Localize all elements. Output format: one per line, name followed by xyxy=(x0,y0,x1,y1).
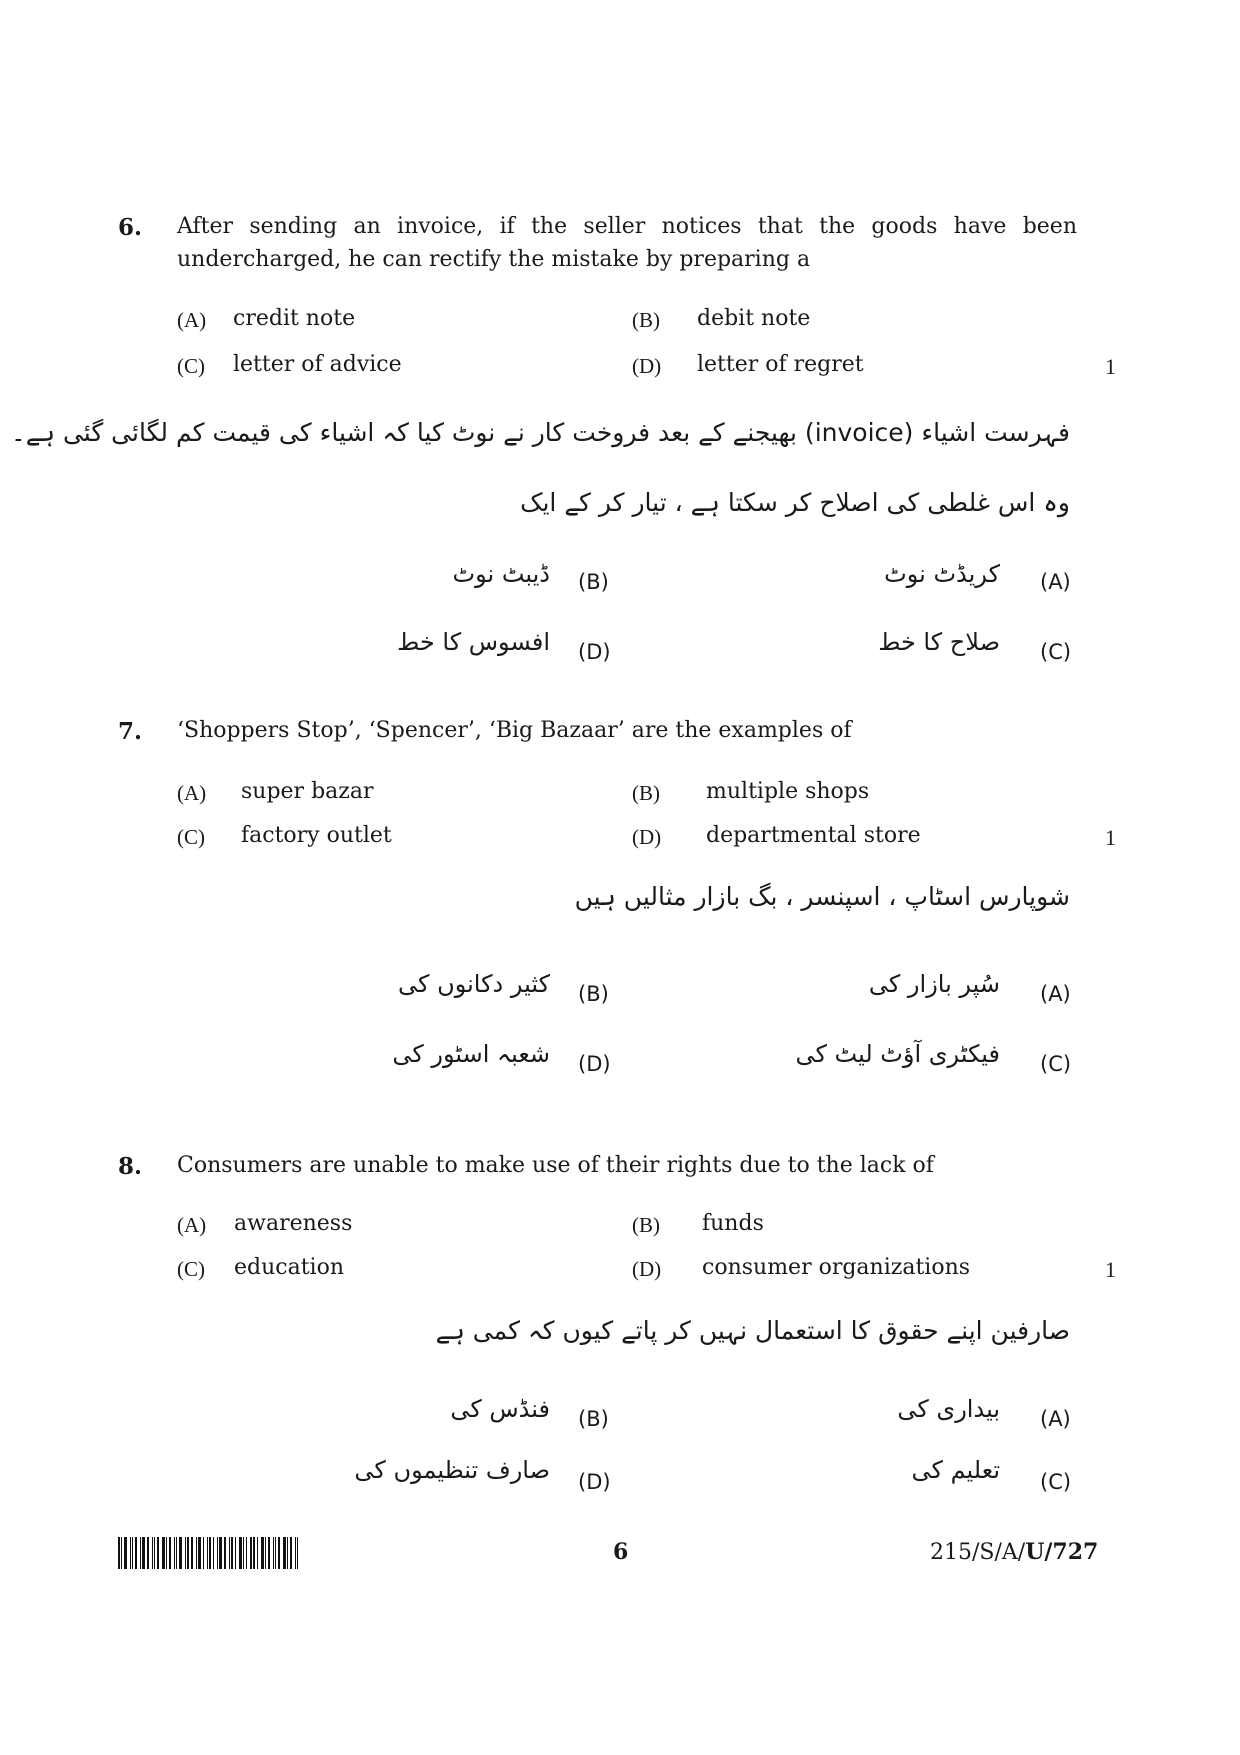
urdu-option-label-b: (B) xyxy=(578,570,609,594)
page-number: 6 xyxy=(613,1539,629,1565)
option-text-b: debit note xyxy=(697,306,811,331)
barcode-bar xyxy=(278,1537,280,1569)
urdu-option-label-a: (A) xyxy=(1040,982,1071,1006)
barcode-bar xyxy=(239,1537,242,1569)
urdu-option-label-d: (D) xyxy=(578,640,611,664)
urdu-option-text-a: کریڈٹ نوٹ xyxy=(884,560,1000,588)
option-text-c: factory outlet xyxy=(241,823,392,848)
barcode-bar xyxy=(235,1537,236,1569)
option-text-a: super bazar xyxy=(241,779,374,804)
barcode-bar xyxy=(283,1537,286,1569)
option-label-c: (C) xyxy=(177,354,205,378)
option-label-a: (A) xyxy=(177,1213,207,1237)
barcode-bar xyxy=(273,1537,274,1569)
barcode-bar xyxy=(207,1537,208,1569)
option-text-b: multiple shops xyxy=(706,779,870,804)
question-number: 7. xyxy=(118,718,143,745)
barcode-bar xyxy=(246,1537,247,1569)
barcode-bar xyxy=(130,1537,131,1569)
barcode-bar xyxy=(268,1537,270,1569)
urdu-option-text-d: افسوس کا خط xyxy=(397,628,550,656)
barcode-bar xyxy=(224,1537,226,1569)
option-text-a: awareness xyxy=(234,1211,353,1236)
urdu-option-label-d: (D) xyxy=(578,1052,611,1076)
barcode-bar xyxy=(290,1537,292,1569)
option-text-a: credit note xyxy=(233,306,356,331)
barcode-bar xyxy=(142,1537,145,1569)
barcode-bar xyxy=(187,1537,189,1569)
paper-code-prefix: 215/S/A/ xyxy=(930,1540,1026,1565)
marks: 1 xyxy=(1105,825,1116,850)
urdu-option-label-c: (C) xyxy=(1040,640,1072,664)
paper-code xyxy=(930,1539,1098,1565)
barcode-bar xyxy=(124,1537,127,1569)
urdu-option-text-b: فنڈس کی xyxy=(450,1395,550,1423)
barcode-bar xyxy=(169,1537,171,1569)
urdu-question-line-2: وہ اس غلطی کی اصلاح کر سکتا ہے ، تیار کر کے ایک xyxy=(520,488,1070,517)
barcode-bar xyxy=(265,1537,266,1569)
barcode-bar xyxy=(152,1537,153,1569)
barcode-bar xyxy=(196,1537,197,1569)
urdu-option-label-b: (B) xyxy=(578,982,609,1006)
paper-code-bold: U/727 xyxy=(1025,1539,1099,1565)
urdu-question-line-1: صارفین اپنے حقوق کا استعمال نہیں کر پاتے کیوں کہ کمی ہے xyxy=(435,1316,1070,1345)
question-text: After sending an invoice, if the seller notices that the goods have been undercharged, he can rectify the mistake by preparing a xyxy=(177,214,1077,272)
option-text-d: departmental store xyxy=(706,823,921,848)
option-label-a: (A) xyxy=(177,308,207,332)
option-text-d: consumer organizations xyxy=(702,1255,971,1280)
option-text-d: letter of regret xyxy=(697,352,864,377)
option-label-d: (D) xyxy=(632,825,662,849)
barcode-bar xyxy=(213,1537,214,1569)
barcode-bar xyxy=(157,1537,159,1569)
barcode-bar xyxy=(135,1537,137,1569)
barcode-bar xyxy=(179,1537,182,1569)
barcode-bar xyxy=(121,1537,122,1569)
urdu-option-text-c: تعلیم کی xyxy=(911,1456,1000,1484)
urdu-question-line-1: شوپارس اسٹاپ ، اسپنسر ، بگ بازار مثالیں ہیں xyxy=(574,882,1070,911)
option-label-d: (D) xyxy=(632,1257,662,1281)
option-label-b: (B) xyxy=(632,308,660,332)
barcode-bar xyxy=(166,1537,167,1569)
option-label-a: (A) xyxy=(177,781,207,805)
barcode-bar xyxy=(295,1537,296,1569)
urdu-option-label-d: (D) xyxy=(578,1470,611,1494)
barcode-bar xyxy=(140,1537,141,1569)
barcode-bar xyxy=(217,1537,218,1569)
barcode-bar xyxy=(253,1537,255,1569)
barcode-bar xyxy=(176,1537,177,1569)
urdu-option-text-a: بیداری کی xyxy=(897,1395,1000,1423)
barcode-bar xyxy=(231,1537,233,1569)
marks: 1 xyxy=(1105,1257,1116,1282)
question-text: ‘Shoppers Stop’, ‘Spencer’, ‘Big Bazaar’ are the examples of xyxy=(177,718,852,743)
option-label-c: (C) xyxy=(177,825,205,849)
barcode-bar xyxy=(297,1537,298,1569)
barcode-bar xyxy=(209,1537,211,1569)
urdu-option-label-c: (C) xyxy=(1040,1470,1072,1494)
barcode-bar xyxy=(257,1537,258,1569)
urdu-option-text-d: صارف تنظیموں کی xyxy=(354,1456,550,1484)
barcode-bar xyxy=(219,1537,222,1569)
urdu-option-text-d: شعبہ اسٹور کی xyxy=(392,1040,550,1068)
barcode-bar xyxy=(287,1537,288,1569)
option-label-d: (D) xyxy=(632,354,662,378)
urdu-question-line-1: فہرست اشیاء (invoice) بھیجنے کے بعد فروخت کار نے نوٹ کیا کہ اشیاء کی قیمت کم لگائی گئی ہے۔ xyxy=(11,418,1070,447)
urdu-option-text-c: فیکٹری آؤٹ لیٹ کی xyxy=(795,1040,1000,1068)
barcode-bar xyxy=(275,1537,276,1569)
barcode-bar xyxy=(243,1537,244,1569)
barcode-bar xyxy=(250,1537,252,1569)
barcode-bar xyxy=(229,1537,230,1569)
option-label-c: (C) xyxy=(177,1257,205,1281)
option-label-b: (B) xyxy=(632,781,660,805)
option-text-c: letter of advice xyxy=(233,352,402,377)
urdu-option-text-a: سُپر بازار کی xyxy=(868,970,1000,998)
urdu-option-label-c: (C) xyxy=(1040,1052,1072,1076)
urdu-option-label-a: (A) xyxy=(1040,1407,1071,1431)
barcode-bar xyxy=(174,1537,175,1569)
barcode-bar xyxy=(154,1537,155,1569)
question-text: Consumers are unable to make use of their rights due to the lack of xyxy=(177,1153,934,1178)
urdu-option-label-a: (A) xyxy=(1040,570,1071,594)
marks: 1 xyxy=(1105,354,1116,379)
question-number: 6. xyxy=(118,214,143,241)
option-text-b: funds xyxy=(702,1211,764,1236)
barcode-bar xyxy=(147,1537,149,1569)
urdu-option-text-b: کثیر دکانوں کی xyxy=(398,970,550,998)
barcode-bar xyxy=(261,1537,264,1569)
barcode-bar xyxy=(185,1537,186,1569)
barcode-bar xyxy=(203,1537,204,1569)
barcode-bar xyxy=(198,1537,201,1569)
barcode-bar xyxy=(191,1537,193,1569)
urdu-option-label-b: (B) xyxy=(578,1407,609,1431)
barcode xyxy=(118,1537,413,1569)
barcode-bar xyxy=(118,1537,120,1569)
urdu-option-text-c: صلاح کا خط xyxy=(878,628,1000,656)
option-label-b: (B) xyxy=(632,1213,660,1237)
barcode-bar xyxy=(132,1537,133,1569)
urdu-option-text-b: ڈیبٹ نوٹ xyxy=(452,560,550,588)
question-number: 8. xyxy=(118,1153,143,1180)
barcode-bar xyxy=(162,1537,165,1569)
option-text-c: education xyxy=(234,1255,344,1280)
